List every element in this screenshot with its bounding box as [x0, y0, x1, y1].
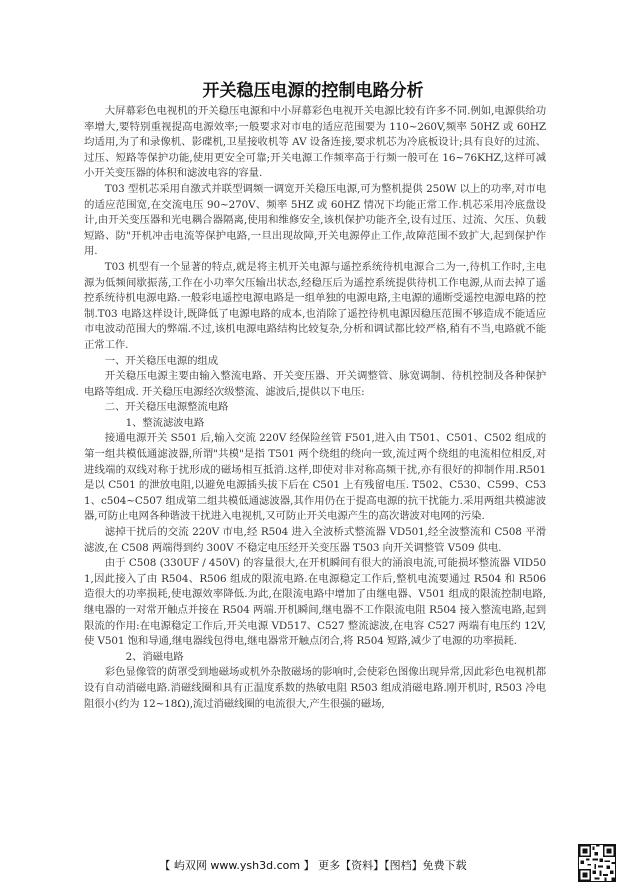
subsection-heading-1: 1、整流滤波电路: [125, 416, 205, 429]
paragraph-t03-overview: T03 型机芯采用自激式并联型调频一调宽开关稳压电源,可为整机提供 250W 以上的功率,对市电的适应范围宽,在交流电压 90~270V、频率 5HZ 或 60HZ 情况下均能正常工作.机芯采用冷底盘设计,由开关变压器和光电耦合器隔离,使用和维修安全,该机保护功能齐全,设有过压、过流、欠压、负载短路、防"开机冲击电流等保护电路,一旦出现故障,开关电源停止工作,故障范围不致扩大,起到保护作用.: [84, 182, 546, 258]
section-heading-2: 二、开关稳压电源整流电路: [104, 401, 229, 414]
paragraph-rectifier: 接通电源开关 S501 后,输入交流 220V 经保险丝管 F501,进入由 T501、C501、C502 组成的第一组共模低通滤波器,所谓"共模"是指 T501 两个绕组的绕向一致,流过两个绕组的电流相位相反,对进线端的双线对称于扰形成的磁场相互抵消.这样,即使对非对称高频干扰,亦有很好的抑制作用.R501 是以 C501 的泄放电阻,以避免电源插头拔下后在 C501 上有残留电压. T502、C530、C599、C531、c504~C507 组成第二组共模低通滤波器,其作用仍在于提高电源的抗干扰能力.采用两组共模滤波器,可防止电网各种谐波干扰进入电视机,又可防止开关电源产生的高次谐波对电网的污染.: [84, 432, 546, 523]
page-title: 开关稳压电源的控制电路分析: [202, 81, 424, 101]
paragraph-composition: 开关稳压电源主要由输入整流电路、开关变压器、开关调整管、脉宽调制、待机控制及各种保护电路等组成. 开关稳压电源经次级整流、滤波后,提供以下电压:: [84, 370, 546, 398]
subsection-heading-2: 2、消磁电路: [125, 650, 184, 663]
paragraph-filtered-mains: 滤掉干扰后的交流 220V 市电,经 R504 进入全波桥式整流器 VD501,经全波整流和 C508 平滑滤波,在 C508 两端得到约 300V 不稳定电压经开关变压器 T503 向开关调整管 V509 供电.: [84, 526, 546, 554]
paragraph-t03-feature: T03 机型有一个显著的特点,就是将主机开关电源与遥控系统待机电源合二为一,待机工作时,主电源为低频间歇振荡,工作在小功率欠压输出状态,经稳压后为遥控系统提供待机工作电源,从而去掉了遥控系统待机电源电路.一般彩电遥控电源电路是一组单独的电源电路,主电源的通断受遥控电源电路的控制.T03 电路这样设计,既降低了电源电路的成本,也消除了遥控待机电源因稳压范围不够造成不能适应市电波动范围大的弊端.不过,该机电源电路结构比较复杂,分析和调试都比较严格,稍有不当,电路就不能正常工作.: [84, 260, 546, 351]
paragraph-degauss: 彩色显像管的荫罩受到地磁场或机外杂散磁场的影响时,会使彩色图像出现异常,因此彩色电视机都设有自动消磁电路.消磁线圈和具有正温度系数的热敏电阻 R503 组成消磁电路.刚开机时, R503 冷电阻很小(约为 12~18Ω),流过消磁线圈的电流很大,产生很强的磁场,: [84, 666, 546, 710]
qr-code-icon: [578, 844, 616, 882]
article-body: [84, 104, 546, 712]
section-heading-1: 一、开关稳压电源的组成: [104, 354, 218, 367]
paragraph-intro: 大屏幕彩色电视机的开关稳压电源和中小屏幕彩色电视开关电源比较有许多不同.例如,电源供给功率增大,要特别重视提高电源效率;一般要求对市电的适应范围要为 110~260V,频率 50HZ 或 60HZ 均适用,为了和录像机、影碟机,卫星接收机等 AV 设备连接,要求机芯为冷底板设计;具有良好的过流、过压、短路等保护功能,使用更安全可靠;开关电源工作频率高于行频一般可在 16~76KHZ,这样可减小开关变压器的体积和滤波电容的容量.: [84, 105, 546, 180]
paragraph-inrush-limit: 由于 C508 (330UF / 450V) 的容量很大,在开机瞬间有很大的涌浪电流,可能损坏整流器 VID501,因此接入了由 R504、R506 组成的限流电路.在电源稳定工作后,整机电流要通过 R504 和 R506 造很大的功率损耗,使电源效率降低.为此,在限流电路中增加了由继电器、V501 组成的限流控制电路,继电器的一对常开触点并接在 R504 两端.开机瞬间,继电器不工作限流电阻 R504 接入整流电路,起到限流的作用:在电源稳定工作后,开关电源 VD517、C527 整流滤波,在电容 C527 两端有电压约 12V,使 V501 饱和导通,继电器线包得电,继电器常开触点闭合,将 R504 短路,减少了电源的功率损耗.: [84, 557, 546, 648]
footer-banner: 【 屿双网 www.ysh3d.com 】 更多【资料】【图档】免费下载: [159, 859, 467, 872]
